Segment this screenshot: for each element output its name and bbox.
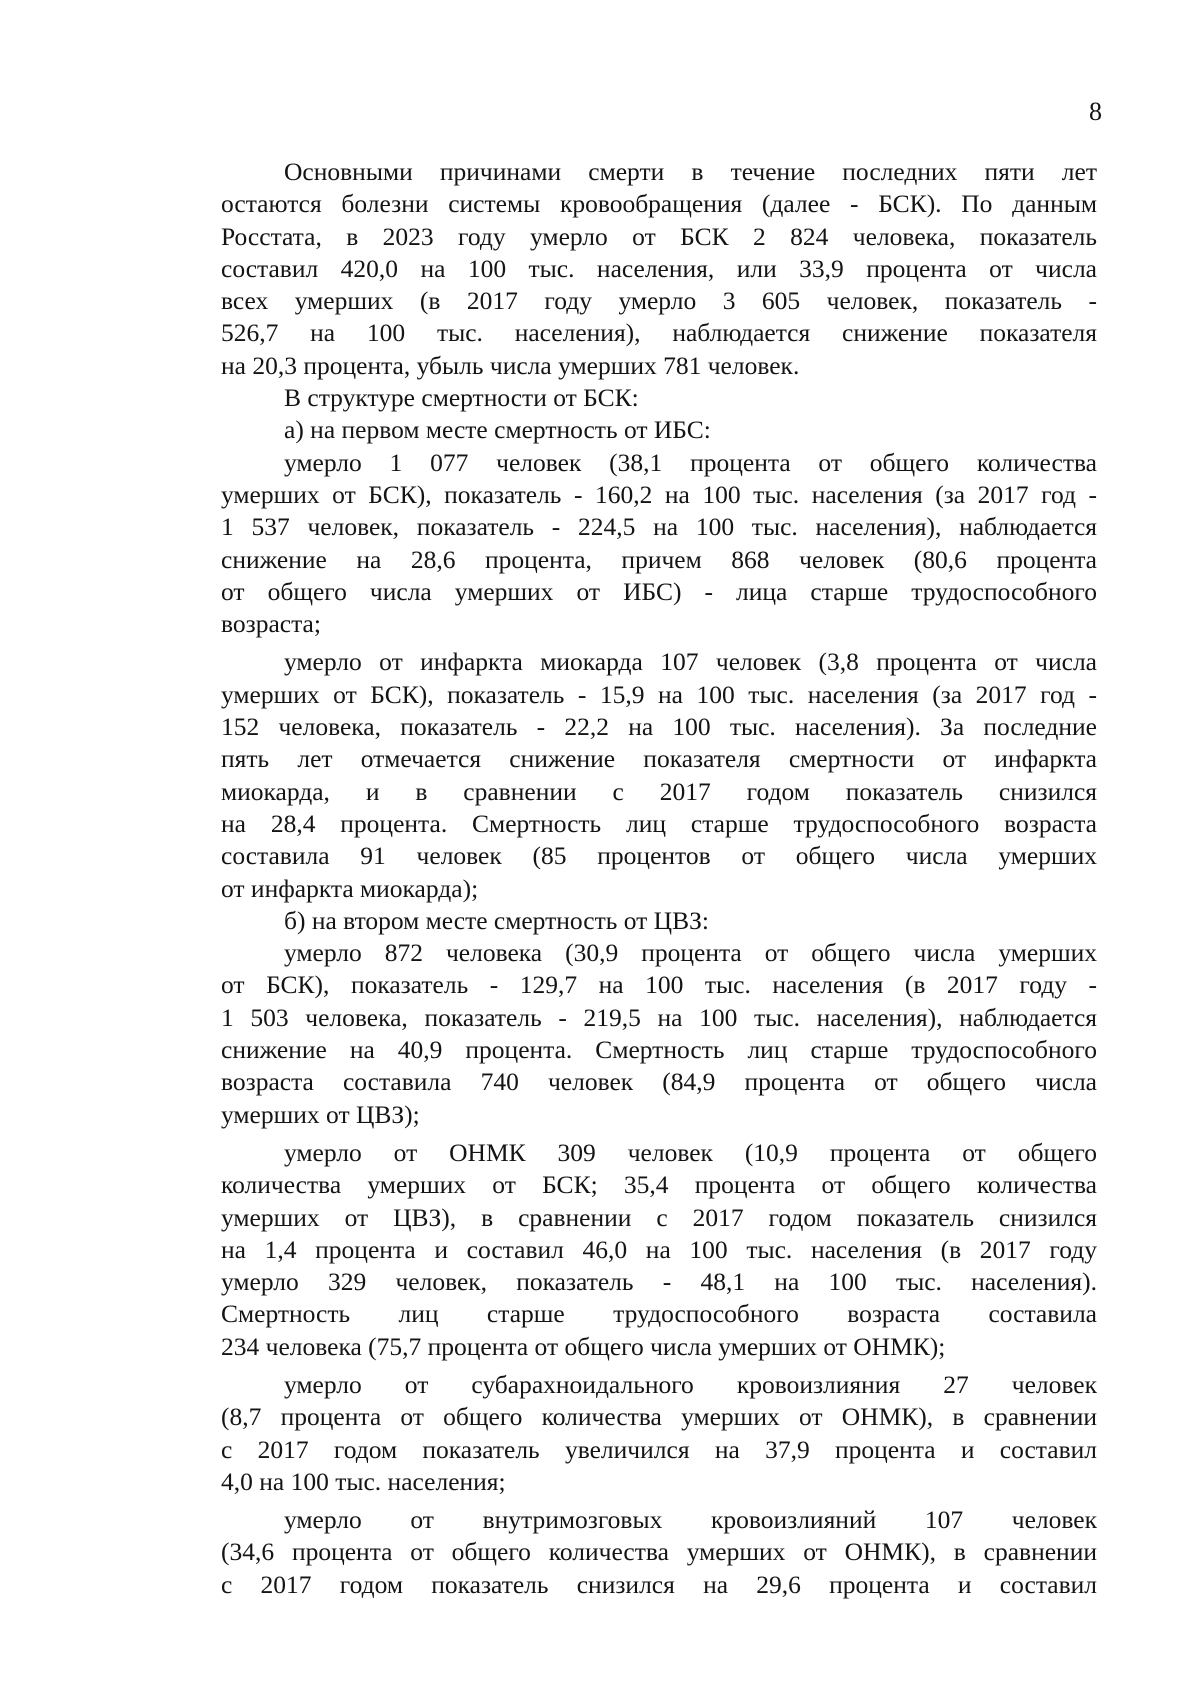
text-line: миокарда, и в сравнении с 2017 годом показатель снизился (221, 776, 1097, 806)
text-line: остаются болезни системы кровообращения (далее - БСК). По данным (221, 189, 1097, 219)
text-line: умерло от ОНМК 309 человек (10,9 процента от общего (284, 1137, 1097, 1167)
text-line: умерло от субарахноидального кровоизлияния 27 человек (284, 1369, 1097, 1399)
text-line: количества умерших от БСК; 35,4 процента от общего количества (221, 1170, 1097, 1200)
paragraph-structure-heading (221, 382, 1097, 414)
text-line: от инфаркта миокарда); (221, 873, 479, 903)
text-line: 4,0 на 100 тыс. населения; (221, 1466, 506, 1496)
paragraph-item-b (221, 905, 1097, 937)
text-line: 526,7 на 100 тыс. населения), наблюдается снижение показателя (221, 318, 1097, 348)
text-line: 234 человека (75,7 процента от общего числа умерших от ОНМК); (221, 1331, 946, 1361)
paragraph-intracerebral-hemorrhage (221, 1504, 1097, 1601)
text-line: умерших от ЦВЗ), в сравнении с 2017 годом показатель снизился (221, 1202, 1097, 1232)
paragraph-subarachnoid-hemorrhage (221, 1369, 1097, 1498)
text-line: возраста; (221, 609, 321, 639)
text-line: всех умерших (в 2017 году умерло 3 605 человек, показатель - (221, 286, 1097, 316)
text-line: от общего числа умерших от ИБС) - лица старше трудоспособного (221, 576, 1097, 606)
text-line: снижение на 28,6 процента, причем 868 человек (80,6 процента (221, 544, 1097, 574)
text-line: умерло 872 человека (30,9 процента от общего числа умерших (284, 938, 1097, 968)
text-line: умерших от ЦВЗ); (221, 1099, 420, 1129)
text-line: 1 537 человек, показатель - 224,5 на 100 тыс. населения), наблюдается (221, 512, 1097, 542)
text-line: Росстата, в 2023 году умерло от БСК 2 824 человека, показатель (221, 221, 1097, 251)
text-line: умерших от БСК), показатель - 160,2 на 100 тыс. населения (за 2017 год - (221, 479, 1097, 509)
text-line: умерло от инфаркта миокарда 107 человек (3,8 процента от числа (284, 647, 1097, 677)
paragraph-myocardial-infarction (221, 646, 1097, 904)
text-line: составил 420,0 на 100 тыс. населения, или 33,9 процента от числа (221, 253, 1097, 283)
document-body (221, 156, 1097, 1601)
text-line: с 2017 годом показатель снизился на 29,6 процента и составил (221, 1569, 1097, 1599)
text-line: снижение на 40,9 процента. Смертность лиц старше трудоспособного (221, 1035, 1097, 1065)
page-number: 8 (1089, 97, 1102, 126)
text-line: умерло 329 человек, показатель - 48,1 на 100 тыс. населения). (221, 1267, 1097, 1297)
text-line: Основными причинами смерти в течение последних пяти лет (284, 157, 1097, 186)
text-line: (34,6 процента от общего количества умерших от ОНМК), в сравнении (221, 1537, 1097, 1567)
text-line: на 1,4 процента и составил 46,0 на 100 тыс. населения (в 2017 году (221, 1234, 1097, 1264)
paragraph-item-a (221, 414, 1097, 446)
text-line: Смертность лиц старше трудоспособного возраста составила (221, 1299, 1097, 1329)
paragraph-intro (221, 156, 1097, 382)
paragraph-ibs (221, 447, 1097, 641)
text-line: а) на первом месте смертность от ИБС: (284, 415, 711, 445)
text-line: 152 человека, показатель - 22,2 на 100 тыс. населения). За последние (221, 712, 1097, 742)
paragraph-stroke (221, 1137, 1097, 1363)
text-line: на 20,3 процента, убыль числа умерших 781 человек. (221, 350, 800, 380)
text-line: В структуре смертности от БСК: (284, 383, 639, 413)
text-line: возраста составила 740 человек (84,9 процента от общего числа (221, 1067, 1097, 1097)
text-line: умерло 1 077 человек (38,1 процента от общего количества (284, 447, 1097, 477)
text-line: пять лет отмечается снижение показателя смертности от инфаркта (221, 744, 1097, 774)
text-line: с 2017 годом показатель увеличился на 37,9 процента и составил (221, 1434, 1097, 1464)
text-line: на 28,4 процента. Смертность лиц старше трудоспособного возраста (221, 808, 1097, 838)
text-line: составила 91 человек (85 процентов от общего числа умерших (221, 841, 1097, 871)
text-line: умерло от внутримозговых кровоизлияний 107 человек (284, 1505, 1097, 1535)
text-line: 1 503 человека, показатель - 219,5 на 100 тыс. населения), наблюдается (221, 1002, 1097, 1032)
text-line: (8,7 процента от общего количества умерших от ОНМК), в сравнении (221, 1402, 1097, 1432)
paragraph-cvd (221, 937, 1097, 1131)
text-line: умерших от БСК), показатель - 15,9 на 100 тыс. населения (за 2017 год - (221, 679, 1097, 709)
text-line: от БСК), показатель - 129,7 на 100 тыс. населения (в 2017 году - (221, 970, 1097, 1000)
text-line: б) на втором месте смертность от ЦВЗ: (284, 905, 709, 935)
